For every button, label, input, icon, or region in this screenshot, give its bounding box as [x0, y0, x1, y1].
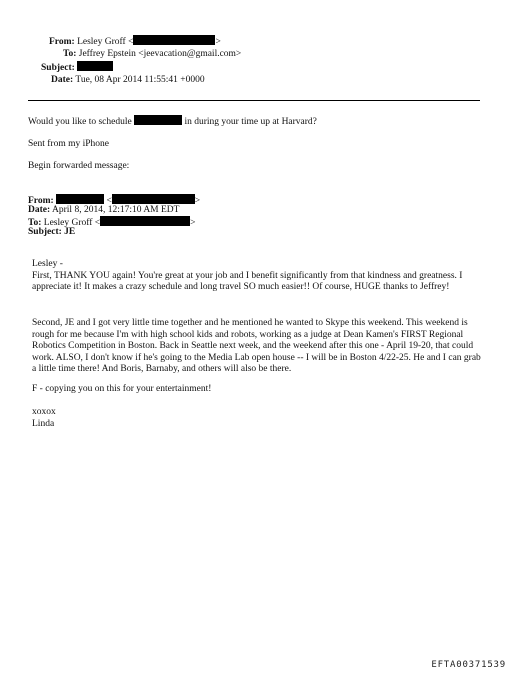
header-to-row [63, 48, 241, 60]
fwd-from-close: > [194, 196, 201, 206]
message-greeting-block [32, 259, 487, 294]
redaction-block [100, 216, 190, 226]
fwd-to-value: Lesley Groff < [43, 218, 101, 228]
reply-line [28, 115, 317, 128]
begin-forwarded-line: Begin forwarded message: [28, 161, 130, 171]
header-date-row [51, 74, 205, 86]
header-date-value: Tue, 08 Apr 2014 11:55:41 +0000 [75, 75, 205, 85]
fwd-from-open: < [106, 196, 112, 206]
header-subject-row [41, 61, 113, 74]
fwd-subject-row [28, 227, 75, 238]
message-paragraph-3-block [32, 384, 487, 396]
header-divider [28, 100, 480, 101]
fwd-date-row [28, 205, 179, 216]
header-from-row [49, 35, 221, 48]
header-date-label: Date: [51, 75, 74, 85]
fwd-date-label: Date: [28, 205, 51, 215]
header-to-value: Jeffrey Epstein <jeevacation@gmail.com> [78, 49, 242, 59]
fwd-to-close: > [190, 218, 196, 228]
message-greeting: Lesley - [32, 259, 63, 269]
redaction-block [56, 194, 104, 204]
header-from-label: From: [49, 37, 75, 47]
header-from-value: Lesley Groff < [77, 37, 134, 47]
redaction-block [133, 35, 215, 45]
reply-text-a: Would you like to schedule [28, 117, 132, 127]
message-paragraph-1: First, THANK YOU again! You're great at your job and I benefit significantly from that kindness and greatness. I appreciate it! It makes a crazy schedule and long travel SO much easier!! Of course, HUGE thanks to Jeffrey! [32, 270, 463, 293]
redaction-block [112, 194, 195, 204]
header-to-label: To: [63, 49, 77, 59]
header-from-close: > [215, 37, 221, 47]
message-paragraph-2-block [32, 318, 487, 376]
sent-from-line: Sent from my iPhone [28, 139, 110, 149]
header-subject-label: Subject: [41, 63, 75, 73]
reply-text-b: in during your time up at Harvard? [184, 117, 317, 127]
redaction-block [134, 115, 182, 125]
message-signoff-block [32, 407, 487, 430]
fwd-date-value: April 8, 2014, 12:17:10 AM EDT [52, 205, 180, 215]
fwd-to-label: To: [28, 218, 42, 228]
message-paragraph-2: Second, JE and I got very little time together and he mentioned he wanted to Skype this weekend. This weekend is rough for me because I'm with high school kids and robots, working as a judge at Dean Kamen's FIRST Regional Robotics Competition in Boston. Back in Seattle next week, and the weekend after this one - April 19-20, that could work. ALSO, I don't know if he's going to the Media Lab open house -- I will be in Boston 4/22-25. He and I can grab a little time there! And Boris, Barnaby, and others will also be there. [32, 318, 481, 375]
message-signature: Linda [32, 418, 55, 429]
message-signoff: xoxox [32, 407, 56, 417]
fwd-subject-label: Subject: [28, 227, 62, 237]
fwd-subject-value: JE [64, 227, 76, 237]
redaction-block [77, 61, 113, 71]
document-id: EFTA00371539 [431, 660, 506, 670]
message-paragraph-3: F - copying you on this for your entertainment! [32, 384, 212, 394]
fwd-from-label: From: [28, 196, 54, 206]
